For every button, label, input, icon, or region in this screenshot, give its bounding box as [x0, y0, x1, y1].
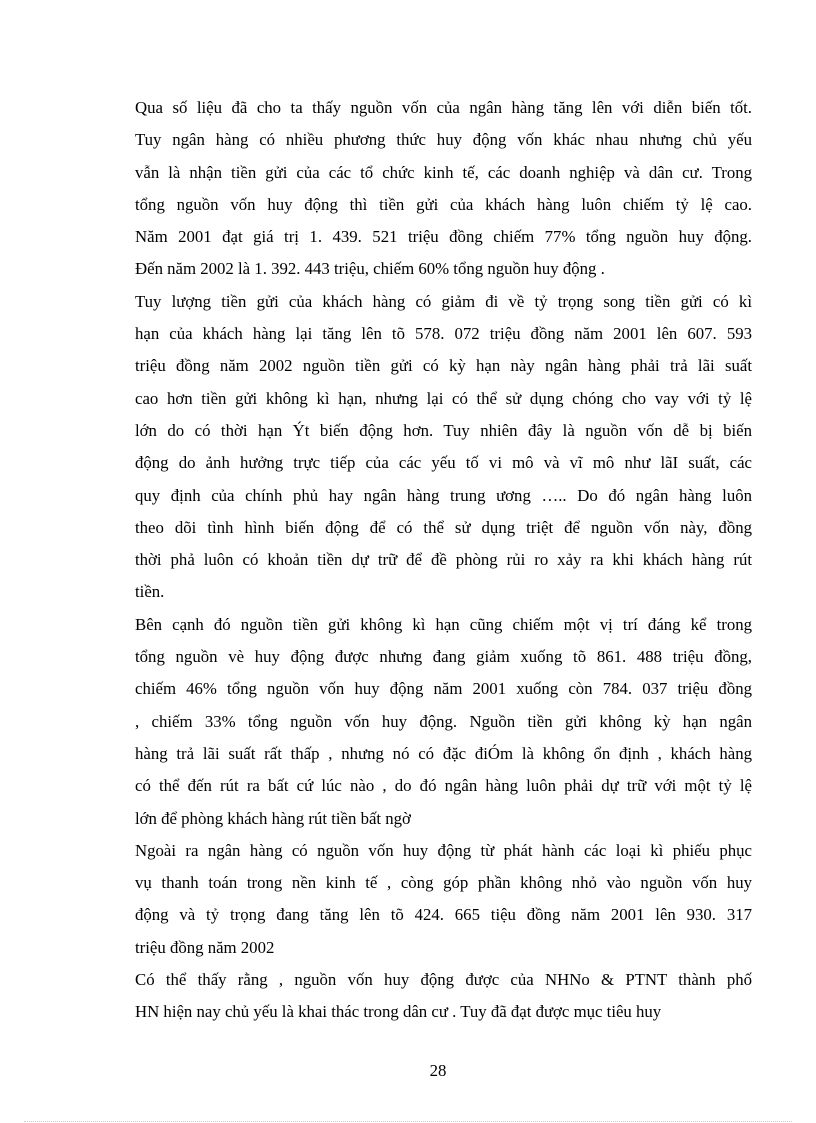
page-number: 28 [429, 1061, 447, 1080]
text-line: quy định của chính phủ hay ngân hàng trung ương ….. Do đó ngân hàng luôn [135, 485, 752, 505]
text-line: Qua số liệu đã cho ta thấy nguồn vốn của ngân hàng tăng lên với diễn biến tốt. [135, 98, 752, 117]
text-line: tổng nguồn vè huy động được nhưng đang giảm xuống tõ 861. 488 triệu đồng, [135, 647, 752, 667]
text-line: hạn của khách hàng lại tăng lên tõ 578. 072 triệu đồng năm 2001 lên 607. 593 [135, 324, 752, 344]
text-line: Có thể thấy rằng , nguồn vốn huy động được của NHNo & PTNT thành phố [135, 970, 752, 990]
text-line: Tuy lượng tiền gửi của khách hàng có giảm đi về tỷ trọng song tiền gửi có kì [135, 291, 752, 311]
text-line: có thể đến rút ra bất cứ lúc nào , do đó ngân hàng luôn phải dự trữ với một tỷ lệ [135, 776, 752, 796]
text-line: chiếm 46% tổng nguồn vốn huy động năm 2001 xuống còn 784. 037 triệu đồng [135, 679, 752, 699]
text-line: Ngoài ra ngân hàng có nguồn vốn huy động từ phát hành các loại kì phiếu phục [135, 840, 752, 860]
text-line: thời phả luôn có khoản tiền dự trữ để đề phòng rủi ro xảy ra khi khách hàng rút [135, 550, 752, 570]
text-line: theo dõi tình hình biến động để có thể sử dụng triệt để nguồn vốn này, đồng [135, 517, 752, 537]
text-line: Tuy ngân hàng có nhiều phương thức huy động vốn khác nhau nhưng chủ yếu [135, 130, 752, 150]
text-line: , chiếm 33% tổng nguồn vốn huy động. Nguồn tiền gửi không kỳ hạn ngân [135, 711, 752, 731]
text-line: vụ thanh toán trong nền kinh tế , còng góp phần không nhỏ vào nguồn vốn huy [135, 873, 752, 893]
text-line: triệu đồng năm 2002 [135, 937, 275, 957]
page-bottom-divider [24, 1121, 792, 1122]
body-text [135, 92, 752, 1029]
text-line: vẫn là nhận tiền gửi của các tổ chức kinh tế, các doanh nghiệp và dân cư. Trong [135, 162, 752, 182]
text-line: tiền. [135, 582, 165, 602]
text-line: hàng trả lãi suất rất thấp , nhưng nó có đặc điÓm là không ổn định , khách hàng [135, 743, 752, 763]
text-line: cao hơn tiền gửi không kì hạn, nhưng lại có thể sử dụng chóng cho vay với tỷ lệ [135, 388, 752, 408]
text-line: Đến năm 2002 là 1. 392. 443 triệu, chiếm 60% tổng nguồn huy động . [135, 259, 605, 279]
text-line: động và tỷ trọng đang tăng lên tõ 424. 665 tiệu đồng năm 2001 lên 930. 317 [135, 905, 752, 925]
text-line: tổng nguồn vốn huy động thì tiền gửi của khách hàng luôn chiếm tỷ lệ cao. [135, 194, 752, 214]
text-line: lớn do có thời hạn Ýt biến động hơn. Tuy nhiên đây là nguồn vốn dễ bị biến [135, 420, 752, 440]
text-line: Năm 2001 đạt giá trị 1. 439. 521 triệu đồng chiếm 77% tổng nguồn huy động. [135, 227, 752, 247]
text-line: triệu đồng năm 2002 nguồn tiền gửi có kỳ hạn này ngân hàng phải trả lãi suất [135, 356, 752, 376]
text-line: HN hiện nay chủ yếu là khai thác trong dân cư . Tuy đã đạt được mục tiêu huy [135, 1002, 662, 1022]
text-line: động do ảnh hưởng trực tiếp của các yếu tố vi mô và vĩ mô như lãI suất, các [135, 453, 752, 473]
text-line: Bên cạnh đó nguồn tiền gửi không kì hạn cũng chiếm một vị trí đáng kể trong [135, 614, 752, 634]
text-line: lớn để phòng khách hàng rút tiền bất ngờ [135, 808, 411, 828]
